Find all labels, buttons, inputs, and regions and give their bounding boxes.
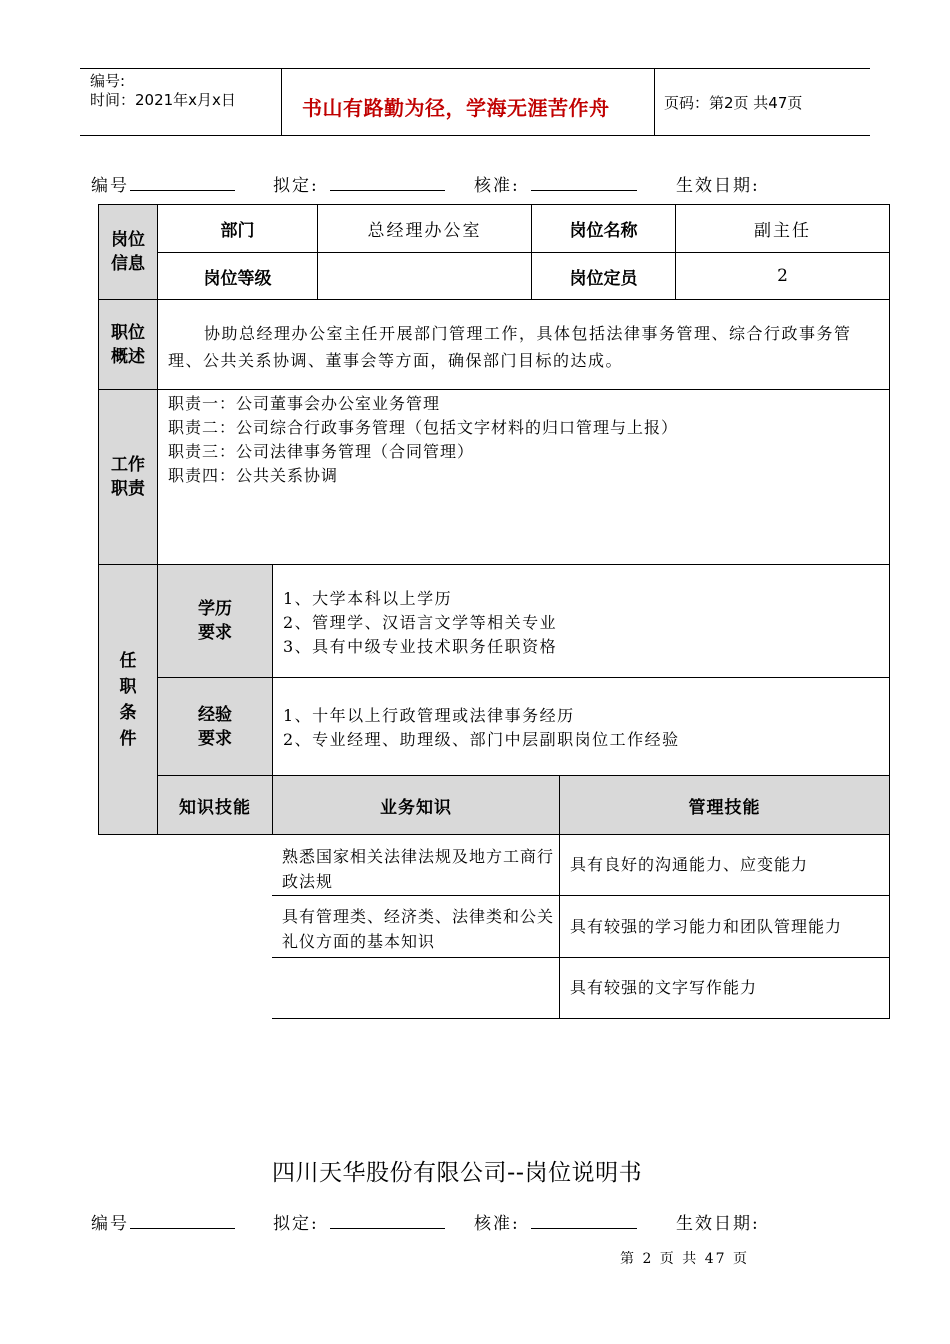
grade-label: 岗位等级 [157,252,318,300]
duty-item: 职责一：公司董事会办公室业务管理 [168,394,441,413]
management-skill-text: 具有较强的学习能力和团队管理能力 [570,916,843,936]
skills-label: 知识技能 [157,775,273,835]
dept-label: 部门 [157,204,318,253]
draft-blank [330,190,445,191]
experience-item: 1、十年以上行政管理或法律事务经历 [283,706,575,725]
management-skill-cell [559,957,890,1019]
summary-label: 职位 概述 [98,299,158,390]
page-number: 第 2 页 共 47 页 [620,1251,749,1267]
header-motto: 书山有路勤为径，学海无涯苦作舟 [302,96,610,120]
duty-item: 职责三：公司法律事务管理（合同管理） [168,442,475,461]
experience-item: 2、专业经理、助理级、部门中层副职岗位工作经验 [283,730,680,749]
draft-label: 拟定: [273,176,319,196]
code-label: 编号 [91,1214,129,1234]
business-knowledge-header: 业务知识 [272,775,560,835]
quota-label: 岗位定员 [531,252,676,300]
approve-blank [531,190,637,191]
row-rule [272,895,560,896]
grade-value [317,252,532,300]
draft-label: 拟定: [273,1214,319,1234]
approve-label: 核准: [474,176,520,196]
management-skill-text: 具有较强的文字写作能力 [570,978,758,997]
duties-label: 工作 职责 [98,389,158,565]
experience-label: 经验 要求 [157,677,273,776]
dept-value: 总经理办公室 [317,204,532,253]
code-label: 编号 [91,176,129,196]
position-title-value: 副主任 [675,204,890,253]
position-info-label: 岗位 信息 [98,204,158,300]
header-bottom-rule [80,135,870,136]
qualifications-label: 任 职 条 件 [98,564,158,835]
row-rule [272,957,560,958]
code-blank [130,190,235,191]
header-divider-2 [654,68,655,136]
education-label: 学历 要求 [157,564,273,678]
education-item: 2、管理学、汉语言文学等相关专业 [283,613,558,632]
duty-item: 职责四：公共关系协调 [168,466,339,485]
management-skills-header: 管理技能 [559,775,890,835]
management-skill-text: 具有良好的沟通能力、应变能力 [570,855,809,874]
management-skill-cell [559,895,890,958]
header-code-label: 编号: [90,72,126,90]
quota-value: 2 [675,252,890,300]
education-list [272,564,890,678]
draft-blank [330,1228,445,1229]
approve-blank [531,1228,637,1229]
header-time-label: 时间：2021年x月x日 [90,91,236,109]
code-blank [130,1228,235,1229]
effective-date-label: 生效日期: [676,176,760,196]
header-top-rule [80,68,870,69]
header-divider-1 [281,68,282,136]
duty-item: 职责二：公司综合行政事务管理（包括文字材料的归口管理与上报） [168,418,679,437]
effective-date-label: 生效日期: [676,1214,760,1234]
skills-left-rule [272,834,273,1018]
duties-list [157,389,890,565]
summary-text: 协助总经理办公室主任开展部门管理工作，具体包括法律事务管理、综合行政事务管理、公共关系协调、董事会等方面，确保部门目标的达成。 [157,299,890,390]
business-knowledge-cell: 具有管理类、经济类、法律类和公关礼仪方面的基本知识 [282,907,555,951]
row-rule [272,1018,560,1019]
document-title: 四川天华股份有限公司--岗位说明书 [272,1160,643,1186]
experience-list [272,677,890,776]
management-skill-cell [559,834,890,896]
business-knowledge-cell: 熟悉国家相关法律法规及地方工商行政法规 [282,847,555,891]
education-item: 1、大学本科以上学历 [283,589,453,608]
education-item: 3、具有中级专业技术职务任职资格 [283,637,558,656]
header-page-label: 页码：第2页 共47页 [664,94,803,112]
position-title-label: 岗位名称 [531,204,676,253]
approve-label: 核准: [474,1214,520,1234]
